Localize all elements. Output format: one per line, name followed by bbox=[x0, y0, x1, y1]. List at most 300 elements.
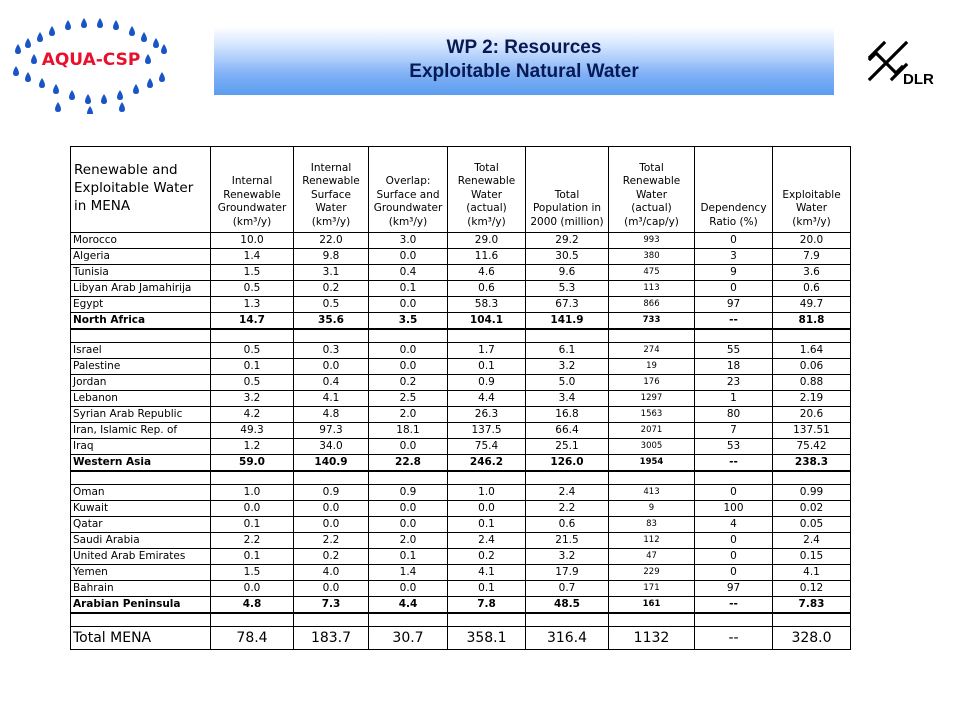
table-cell: 0.12 bbox=[773, 581, 851, 597]
table-cell: 3.2 bbox=[526, 549, 609, 565]
table-cell: 316.4 bbox=[526, 627, 609, 650]
table-cell: 97.3 bbox=[294, 423, 369, 439]
water-drop-icon bbox=[85, 94, 91, 104]
table-cell: 0.05 bbox=[773, 517, 851, 533]
column-header bbox=[695, 147, 773, 233]
table-cell: 0.6 bbox=[773, 281, 851, 297]
table-cell: 4.4 bbox=[448, 391, 526, 407]
table-cell: 1.5 bbox=[211, 565, 294, 581]
table-cell: 4.1 bbox=[294, 391, 369, 407]
empty-cell bbox=[294, 329, 369, 343]
table-cell: 1.0 bbox=[211, 485, 294, 501]
total-row bbox=[71, 627, 851, 650]
column-header-line: Water bbox=[795, 202, 828, 214]
table-cell: 9.8 bbox=[294, 249, 369, 265]
water-drop-icon bbox=[25, 38, 31, 48]
empty-cell bbox=[773, 613, 851, 627]
table-cell: 1 bbox=[695, 391, 773, 407]
table-cell: 0.0 bbox=[369, 517, 448, 533]
water-drop-icon bbox=[39, 78, 45, 88]
empty-cell bbox=[71, 471, 211, 485]
table-cell: 55 bbox=[695, 343, 773, 359]
table-cell: 246.2 bbox=[448, 455, 526, 472]
water-drop-icon bbox=[81, 18, 87, 28]
table-cell: 0.0 bbox=[211, 581, 294, 597]
table-row bbox=[71, 533, 851, 549]
column-header-line: (km³/y) bbox=[232, 215, 272, 228]
table-row bbox=[71, 565, 851, 581]
table-row bbox=[71, 407, 851, 423]
table-cell: 176 bbox=[609, 375, 695, 391]
table-title-line: Renewable and bbox=[74, 162, 178, 178]
row-label: Tunisia bbox=[71, 265, 211, 281]
table-row bbox=[71, 391, 851, 407]
row-label: Syrian Arab Republic bbox=[71, 407, 211, 423]
empty-cell bbox=[211, 613, 294, 627]
water-drop-icon bbox=[53, 84, 59, 94]
column-header-line: Exploitable bbox=[782, 188, 841, 201]
table-cell: 4.1 bbox=[773, 565, 851, 581]
column-header-line: Ratio (%) bbox=[709, 215, 758, 228]
column-header-line: (km³/y) bbox=[467, 215, 506, 228]
table-cell: 2.4 bbox=[448, 533, 526, 549]
column-header-line: (km³/y) bbox=[792, 215, 831, 228]
column-header-line: (km³/y) bbox=[388, 215, 428, 228]
table-cell: 0.1 bbox=[211, 517, 294, 533]
table-cell: 137.51 bbox=[773, 423, 851, 439]
table-cell: 18 bbox=[695, 359, 773, 375]
table-cell: 0.5 bbox=[211, 281, 294, 297]
table-cell: 47 bbox=[609, 549, 695, 565]
table-cell: 0.06 bbox=[773, 359, 851, 375]
table-cell: 49.7 bbox=[773, 297, 851, 313]
row-label: Lebanon bbox=[71, 391, 211, 407]
column-header-line: Population in bbox=[532, 202, 602, 214]
table-row bbox=[71, 265, 851, 281]
empty-cell bbox=[71, 613, 211, 627]
table-cell: 17.9 bbox=[526, 565, 609, 581]
column-header bbox=[294, 147, 369, 233]
table-cell: 66.4 bbox=[526, 423, 609, 439]
water-drop-icon bbox=[113, 20, 119, 30]
table-row bbox=[71, 423, 851, 439]
table-cell: 0.0 bbox=[369, 501, 448, 517]
empty-cell bbox=[609, 613, 695, 627]
banner-title-line1: WP 2: Resources bbox=[446, 37, 602, 58]
table-cell: 0.5 bbox=[211, 375, 294, 391]
column-header-line: Total bbox=[639, 161, 664, 174]
table-row bbox=[71, 249, 851, 265]
table-cell: 171 bbox=[609, 581, 695, 597]
table-cell: 1954 bbox=[609, 455, 695, 472]
water-drop-icon bbox=[37, 32, 43, 42]
table-title bbox=[71, 147, 211, 233]
water-drop-icon bbox=[55, 102, 61, 112]
table-cell: 3.1 bbox=[294, 265, 369, 281]
row-label: Saudi Arabia bbox=[71, 533, 211, 549]
table-cell: 0 bbox=[695, 485, 773, 501]
empty-cell bbox=[695, 329, 773, 343]
column-header-line: Renewable bbox=[457, 175, 516, 187]
table-cell: 0.1 bbox=[448, 359, 526, 375]
table-cell: 4.8 bbox=[211, 597, 294, 614]
table-cell: 20.6 bbox=[773, 407, 851, 423]
table-cell: 4.2 bbox=[211, 407, 294, 423]
table-cell: 7.8 bbox=[448, 597, 526, 614]
table-cell: 0.2 bbox=[448, 549, 526, 565]
water-drop-icon bbox=[25, 72, 31, 82]
spacer-row bbox=[71, 613, 851, 627]
row-label: Egypt bbox=[71, 297, 211, 313]
table-cell: 0.2 bbox=[369, 375, 448, 391]
aqua-csp-logo bbox=[12, 14, 170, 114]
dlr-logo bbox=[862, 35, 942, 95]
table-cell: 0.0 bbox=[211, 501, 294, 517]
table-cell: 4.4 bbox=[369, 597, 448, 614]
table-row bbox=[71, 375, 851, 391]
row-label: Oman bbox=[71, 485, 211, 501]
table-cell: 49.3 bbox=[211, 423, 294, 439]
table-cell: 0.0 bbox=[294, 501, 369, 517]
table-cell: 1.0 bbox=[448, 485, 526, 501]
table-cell: 993 bbox=[609, 233, 695, 249]
table-cell: 126.0 bbox=[526, 455, 609, 472]
water-resources-table bbox=[70, 146, 851, 650]
table-cell: 1132 bbox=[609, 627, 695, 650]
water-drop-icon bbox=[159, 72, 165, 82]
table-cell: 0.0 bbox=[369, 297, 448, 313]
table-cell: 14.7 bbox=[211, 313, 294, 330]
row-label: Total MENA bbox=[71, 627, 211, 650]
column-header-line: Water bbox=[470, 188, 503, 201]
column-header-line: Surface bbox=[310, 188, 351, 201]
table-cell: 9 bbox=[695, 265, 773, 281]
table-cell: 0 bbox=[695, 533, 773, 549]
table-cell: 0.9 bbox=[294, 485, 369, 501]
water-drop-icon bbox=[49, 26, 55, 36]
header-row bbox=[71, 147, 851, 233]
table-cell: 59.0 bbox=[211, 455, 294, 472]
region-summary-row bbox=[71, 313, 851, 330]
empty-cell bbox=[609, 329, 695, 343]
column-header-line: Internal bbox=[231, 175, 273, 187]
column-header bbox=[211, 147, 294, 233]
table-cell: 2.5 bbox=[369, 391, 448, 407]
table-cell: 67.3 bbox=[526, 297, 609, 313]
empty-cell bbox=[369, 613, 448, 627]
table-cell: 0 bbox=[695, 233, 773, 249]
column-header-line: Groundwater bbox=[217, 202, 287, 214]
table-cell: 48.5 bbox=[526, 597, 609, 614]
water-drop-icon bbox=[141, 32, 147, 42]
table-row bbox=[71, 343, 851, 359]
table-cell: 0.02 bbox=[773, 501, 851, 517]
table-cell: 358.1 bbox=[448, 627, 526, 650]
row-label: Algeria bbox=[71, 249, 211, 265]
column-header-line: Internal bbox=[310, 161, 352, 174]
table-cell: 2.0 bbox=[369, 533, 448, 549]
table-cell: 22.0 bbox=[294, 233, 369, 249]
water-drop-icon bbox=[119, 102, 125, 112]
column-header-line: Overlap: bbox=[385, 175, 431, 187]
table-cell: 58.3 bbox=[448, 297, 526, 313]
table-cell: 380 bbox=[609, 249, 695, 265]
table-cell: 22.8 bbox=[369, 455, 448, 472]
table-cell: 1.2 bbox=[211, 439, 294, 455]
table-cell: 733 bbox=[609, 313, 695, 330]
table-cell: 3.2 bbox=[211, 391, 294, 407]
table-cell: 5.3 bbox=[526, 281, 609, 297]
table-cell: 3.4 bbox=[526, 391, 609, 407]
table-cell: 140.9 bbox=[294, 455, 369, 472]
table-cell: 0.0 bbox=[369, 581, 448, 597]
row-label: Jordan bbox=[71, 375, 211, 391]
table-cell: 328.0 bbox=[773, 627, 851, 650]
table-cell: 2.19 bbox=[773, 391, 851, 407]
column-header bbox=[773, 147, 851, 233]
row-label: Yemen bbox=[71, 565, 211, 581]
table-cell: -- bbox=[695, 455, 773, 472]
column-header-line: Water bbox=[315, 202, 347, 214]
spacer-row bbox=[71, 471, 851, 485]
empty-cell bbox=[609, 471, 695, 485]
row-label: Israel bbox=[71, 343, 211, 359]
water-drop-icon bbox=[117, 90, 123, 100]
table-cell: 866 bbox=[609, 297, 695, 313]
table-cell: 183.7 bbox=[294, 627, 369, 650]
empty-cell bbox=[448, 471, 526, 485]
table-cell: 11.6 bbox=[448, 249, 526, 265]
table-cell: 137.5 bbox=[448, 423, 526, 439]
column-header-line: (m³/cap/y) bbox=[624, 215, 679, 228]
table-cell: 161 bbox=[609, 597, 695, 614]
table-cell: 0.2 bbox=[294, 549, 369, 565]
spacer-row bbox=[71, 329, 851, 343]
row-label: Arabian Peninsula bbox=[71, 597, 211, 614]
table-cell: 7.83 bbox=[773, 597, 851, 614]
table-cell: -- bbox=[695, 313, 773, 330]
table-cell: 5.0 bbox=[526, 375, 609, 391]
table-cell: 4.8 bbox=[294, 407, 369, 423]
table-cell: 0.1 bbox=[211, 359, 294, 375]
table-row bbox=[71, 581, 851, 597]
empty-cell bbox=[369, 471, 448, 485]
table-cell: 21.5 bbox=[526, 533, 609, 549]
table-cell: 1.4 bbox=[369, 565, 448, 581]
table-cell: 0.0 bbox=[448, 501, 526, 517]
row-label: Qatar bbox=[71, 517, 211, 533]
table-cell: 29.2 bbox=[526, 233, 609, 249]
table-cell: 81.8 bbox=[773, 313, 851, 330]
column-header-line: Groundwater bbox=[373, 202, 443, 214]
empty-cell bbox=[695, 613, 773, 627]
column-header-line: 2000 (million) bbox=[530, 215, 604, 228]
table-cell: 3.2 bbox=[526, 359, 609, 375]
table-cell: 0.1 bbox=[448, 517, 526, 533]
table-cell: 9 bbox=[609, 501, 695, 517]
table-title-line: Exploitable Water bbox=[74, 180, 194, 196]
table-cell: 0.0 bbox=[369, 343, 448, 359]
table-cell: 0.9 bbox=[369, 485, 448, 501]
table-cell: 2.2 bbox=[526, 501, 609, 517]
water-drop-icon bbox=[87, 106, 93, 114]
table-cell: 0.6 bbox=[526, 517, 609, 533]
table-cell: 18.1 bbox=[369, 423, 448, 439]
table-cell: 0.1 bbox=[369, 281, 448, 297]
table-cell: 0.4 bbox=[369, 265, 448, 281]
empty-cell bbox=[211, 329, 294, 343]
table-cell: 7 bbox=[695, 423, 773, 439]
table-cell: 238.3 bbox=[773, 455, 851, 472]
table-cell: 0.1 bbox=[448, 581, 526, 597]
table-row bbox=[71, 517, 851, 533]
table-cell: 97 bbox=[695, 297, 773, 313]
row-label: Libyan Arab Jamahirija bbox=[71, 281, 211, 297]
table-cell: 83 bbox=[609, 517, 695, 533]
column-header bbox=[448, 147, 526, 233]
table-cell: 10.0 bbox=[211, 233, 294, 249]
table-cell: 0.2 bbox=[294, 281, 369, 297]
table-cell: 30.7 bbox=[369, 627, 448, 650]
table-cell: 97 bbox=[695, 581, 773, 597]
table-cell: 2.0 bbox=[369, 407, 448, 423]
table-cell: 4.0 bbox=[294, 565, 369, 581]
table-cell: 0.0 bbox=[369, 359, 448, 375]
table-cell: 1563 bbox=[609, 407, 695, 423]
water-drop-icon bbox=[147, 78, 153, 88]
table-cell: 0.9 bbox=[448, 375, 526, 391]
table-cell: 3 bbox=[695, 249, 773, 265]
table-cell: -- bbox=[695, 627, 773, 650]
empty-cell bbox=[294, 471, 369, 485]
table-row bbox=[71, 549, 851, 565]
dlr-text: DLR bbox=[903, 71, 934, 88]
empty-cell bbox=[71, 329, 211, 343]
column-header bbox=[369, 147, 448, 233]
water-drop-icon bbox=[133, 84, 139, 94]
table-cell: 23 bbox=[695, 375, 773, 391]
table-cell: 1297 bbox=[609, 391, 695, 407]
table-cell: 2071 bbox=[609, 423, 695, 439]
column-header-line: Total bbox=[474, 161, 499, 174]
column-header-line: (actual) bbox=[466, 202, 507, 214]
table-cell: 78.4 bbox=[211, 627, 294, 650]
table-cell: 0.15 bbox=[773, 549, 851, 565]
logo-text: AQUA-CSP bbox=[41, 50, 141, 70]
table-cell: 475 bbox=[609, 265, 695, 281]
table-cell: 1.7 bbox=[448, 343, 526, 359]
table-row bbox=[71, 281, 851, 297]
table-cell: 30.5 bbox=[526, 249, 609, 265]
table-cell: 75.42 bbox=[773, 439, 851, 455]
table-title-line: in MENA bbox=[74, 198, 131, 214]
empty-cell bbox=[695, 471, 773, 485]
table-cell: 1.5 bbox=[211, 265, 294, 281]
table-cell: 0.1 bbox=[369, 549, 448, 565]
empty-cell bbox=[294, 613, 369, 627]
table-cell: 0 bbox=[695, 281, 773, 297]
row-label: Bahrain bbox=[71, 581, 211, 597]
row-label: North Africa bbox=[71, 313, 211, 330]
empty-cell bbox=[369, 329, 448, 343]
water-drop-icon bbox=[65, 20, 71, 30]
row-label: Palestine bbox=[71, 359, 211, 375]
column-header-line: (km³/y) bbox=[311, 215, 351, 228]
column-header-line: Renewable bbox=[302, 175, 360, 187]
table-cell: 35.6 bbox=[294, 313, 369, 330]
table-row bbox=[71, 233, 851, 249]
table-cell: 53 bbox=[695, 439, 773, 455]
table-cell: 25.1 bbox=[526, 439, 609, 455]
table-cell: 274 bbox=[609, 343, 695, 359]
table-row bbox=[71, 501, 851, 517]
row-label: Iraq bbox=[71, 439, 211, 455]
table-cell: 29.0 bbox=[448, 233, 526, 249]
title-banner bbox=[214, 27, 834, 95]
empty-cell bbox=[526, 613, 609, 627]
empty-cell bbox=[526, 329, 609, 343]
empty-cell bbox=[448, 613, 526, 627]
column-header-line: Surface and bbox=[376, 188, 440, 201]
water-drop-icon bbox=[69, 90, 75, 100]
table-cell: 2.2 bbox=[294, 533, 369, 549]
table-cell: 3.5 bbox=[369, 313, 448, 330]
table-cell: 0.5 bbox=[294, 297, 369, 313]
table-row bbox=[71, 359, 851, 375]
table-cell: 0.0 bbox=[369, 249, 448, 265]
table-cell: 75.4 bbox=[448, 439, 526, 455]
table-cell: 7.9 bbox=[773, 249, 851, 265]
table-cell: 6.1 bbox=[526, 343, 609, 359]
row-label: United Arab Emirates bbox=[71, 549, 211, 565]
table-cell: 0.4 bbox=[294, 375, 369, 391]
table-cell: 0.0 bbox=[294, 359, 369, 375]
empty-cell bbox=[448, 329, 526, 343]
table-cell: 113 bbox=[609, 281, 695, 297]
table-cell: 0.5 bbox=[211, 343, 294, 359]
table-cell: 4 bbox=[695, 517, 773, 533]
table-cell: 3005 bbox=[609, 439, 695, 455]
table-cell: 229 bbox=[609, 565, 695, 581]
table-cell: 0.1 bbox=[211, 549, 294, 565]
table-row bbox=[71, 439, 851, 455]
column-header-line: Total bbox=[554, 188, 580, 201]
water-drop-icon bbox=[97, 18, 103, 28]
water-drop-icon bbox=[153, 38, 159, 48]
table-cell: 3.0 bbox=[369, 233, 448, 249]
table-cell: 413 bbox=[609, 485, 695, 501]
table-cell: 1.4 bbox=[211, 249, 294, 265]
column-header-line: Renewable bbox=[223, 188, 281, 201]
table-cell: -- bbox=[695, 597, 773, 614]
table-cell: 20.0 bbox=[773, 233, 851, 249]
table-cell: 0.0 bbox=[369, 439, 448, 455]
table-cell: 1.64 bbox=[773, 343, 851, 359]
table-cell: 2.4 bbox=[526, 485, 609, 501]
table-cell: 26.3 bbox=[448, 407, 526, 423]
empty-cell bbox=[773, 329, 851, 343]
column-header-line: (actual) bbox=[631, 202, 672, 214]
row-label: Morocco bbox=[71, 233, 211, 249]
table-cell: 0.88 bbox=[773, 375, 851, 391]
empty-cell bbox=[526, 471, 609, 485]
table-cell: 0.3 bbox=[294, 343, 369, 359]
table-cell: 0.99 bbox=[773, 485, 851, 501]
table-cell: 2.2 bbox=[211, 533, 294, 549]
table-cell: 19 bbox=[609, 359, 695, 375]
region-summary-row bbox=[71, 455, 851, 472]
table-cell: 0.0 bbox=[294, 517, 369, 533]
